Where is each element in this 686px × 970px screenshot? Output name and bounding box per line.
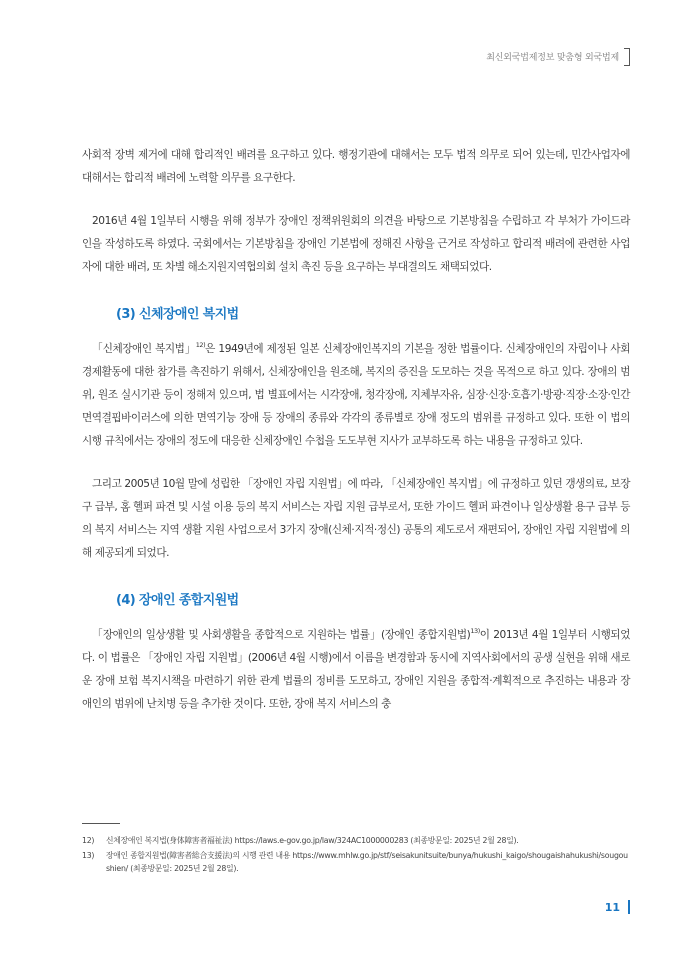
footnote-text[interactable]: 신체장애인 복지법(身体障害者福祉法) https://laws.e-gov.go.jp/law/324AC1000000283 (최종방문일: 2025년 2월 28일). <box>106 836 519 845</box>
paragraph-4: 그리고 2005년 10월 말에 성립한 「장애인 자립 지원법」에 따라, 「신체장애인 복지법」에 규정하고 있던 갱생의료, 보장구 급부, 홈 헬퍼 파견 및 시설 이용 등의 복지 서비스는 자립 지원 급부로서, 또한 가이드 헬퍼 파견이나 일상생활 용구 급부 등의 복지 서비스는 지역 생활 지원 사업으로서 3가지 장애(신체·지적·정신) 공통의 제도로서 재편되어, 장애인 자립 지원법에 의해 제공되게 되었다. <box>82 478 630 559</box>
page-number-bar <box>628 900 630 914</box>
paragraph-1: 사회적 장벽 제거에 대해 합리적인 배려를 요구하고 있다. 행정기관에 대해서는 모두 법적 의무로 되어 있는데, 민간사업자에 대해서는 합리적 배려에 노력할 의무를 요구한다. <box>82 149 630 184</box>
paragraph-3-text: 은 1949년에 제정된 일본 신체장애인복지의 기본을 정한 법률이다. 신체장애인의 자립이나 사회 경제활동에 대한 참가를 촉진하기 위해서, 신체장애인을 원조해, 복지의 증진을 도모하는 것을 목적으로 하고 있다. 장애의 범위, 원조 실시기관 등이 정해져 있으며, 법 별표에서는 시각장애, 청각장애, 지체부자유, 심장·신장·호흡기·방광·직장·소장·인간면역결핍바이러스에 의한 면역기능 장애 등 장애의 종류와 각각의 종류별로 장애 정도의 범위를 규정하고 있다. 또한 이 법의 시행 규칙에서는 장애의 정도에 대응한 신체장애인 수첩을 도도부현 지사가 교부하도록 하는 내용을 규정하고 있다. <box>82 343 630 447</box>
footnote-text[interactable]: 장애인 종합지원법(障害者総合支援法)의 시행 관련 내용 https://www.mhlw.go.jp/stf/seisakunitsuite/bunya/hukushi_kaigo/shougaishahukushi/sougoushien/ (최종방문일: 2025년 2월 28일). <box>106 851 628 873</box>
document-body <box>82 144 630 736</box>
section-heading-4: (4) 장애인 종합지원법 <box>116 593 239 608</box>
paragraph-5-text: 이 2013년 4월 1일부터 시행되었다. 이 법률은 「장애인 자립 지원법」(2006년 4월 시행)에서 이름을 변경함과 동시에 지역사회에서의 공생 실현을 위해 새로운 장애 보험 복지시책을 마련하기 위한 관계 법률의 정비를 도모하고, 장애인 지원을 종합적·계획적으로 추진하는 내용과 장애인의 범위에 난치병 등을 추가한 것이다. 또한, 장애 복지 서비스의 충 <box>82 629 630 710</box>
page-number <box>605 900 630 914</box>
footnote-ref-13[interactable]: 13) <box>470 627 480 635</box>
paragraph-2: 2016년 4월 1일부터 시행을 위해 정부가 장애인 정책위원회의 의견을 바탕으로 기본방침을 수립하고 각 부처가 가이드라인을 작성하도록 하였다. 국회에서는 기본방침을 장애인 기본법에 정해진 사항을 근거로 작성하고 합리적 배려에 관련한 사업자에 대한 배려, 또 차별 해소지원지역협의회 설치 촉진 등을 요구하는 부대결의도 채택되었다. <box>82 215 630 273</box>
header-bracket-mark <box>624 48 630 66</box>
paragraph-5 <box>82 624 630 716</box>
header-title: 최신외국법제정보 맞춤형 외국법제 <box>486 52 619 63</box>
law-name-ref: 「장애인의 일상생활 및 사회생활을 종합적으로 지원하는 법률」(장애인 종합지원법) <box>92 629 471 641</box>
law-name-ref: 「신체장애인 복지법」 <box>92 343 196 355</box>
footnote-divider <box>82 823 120 824</box>
footnote-item <box>82 849 630 875</box>
footnote-number: 12) <box>82 836 95 845</box>
paragraph-3 <box>82 338 630 453</box>
running-header <box>486 46 630 66</box>
footnote-item <box>82 834 630 847</box>
page-number-text: 11 <box>604 900 620 914</box>
section-heading-3: (3) 신체장애인 복지법 <box>116 307 239 322</box>
footnote-number: 13) <box>82 851 95 860</box>
footnotes <box>82 834 630 877</box>
footnote-ref-12[interactable]: 12) <box>195 341 206 349</box>
